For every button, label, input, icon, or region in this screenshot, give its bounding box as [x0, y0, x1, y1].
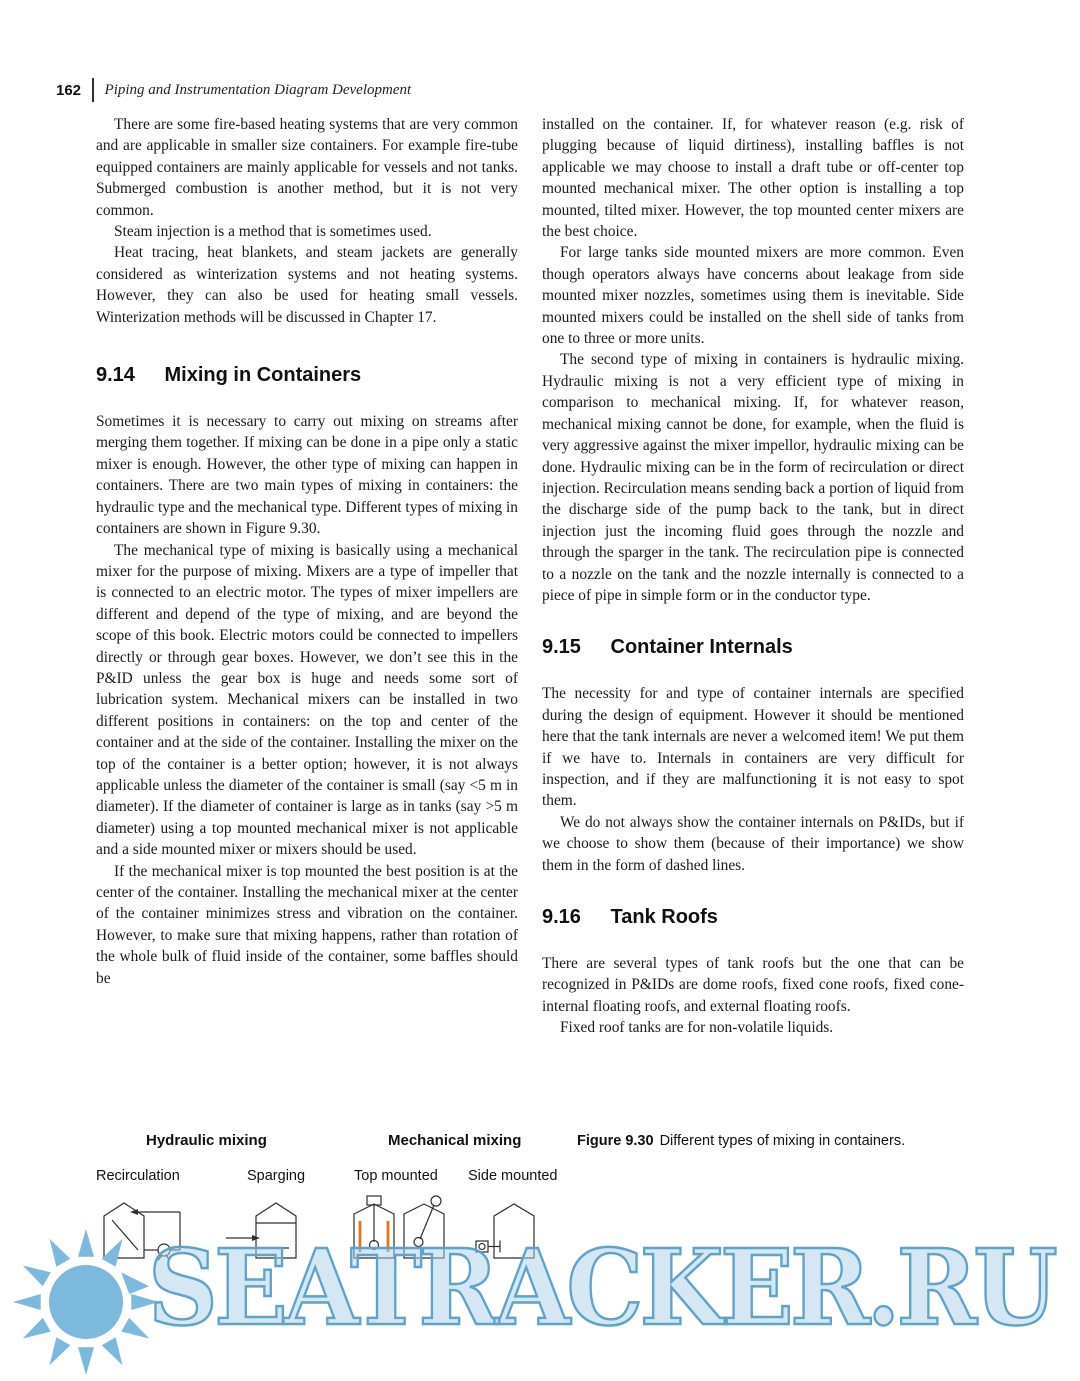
header-divider	[92, 78, 94, 102]
paragraph: There are some fire-based heating systems that are very common and are applicable in smaller size containers. For example fire-tube equipped containers are mainly applicable for vessels and not tanks. Submerged combustion is another method, but it is not very common.	[96, 116, 518, 219]
figure-caption-text: Different types of mixing in containers.	[659, 1133, 906, 1149]
left-column	[96, 114, 518, 1039]
text-columns	[96, 114, 964, 1039]
paragraph: Steam injection is a method that is sometimes used.	[114, 223, 432, 241]
section-number: 9.14	[96, 364, 135, 387]
running-title: Piping and Instrumentation Diagram Development	[104, 81, 412, 98]
section-number: 9.16	[542, 906, 581, 928]
figure-caption-label: Figure 9.30	[577, 1133, 654, 1149]
page-header	[56, 78, 411, 102]
paragraph: Sometimes it is necessary to carry out mixing on streams after merging them together. If mixing can be done in a pipe only a static mixer is enough. However, the other type of mixing can happen in containers. There are two main types of mixing in containers: the hydraulic type and the mechanical type. Different types of mixing in containers are shown in Figure 9.30.	[96, 413, 518, 538]
section-heading-9-15	[542, 636, 964, 659]
paragraph: Fixed roof tanks are for non-volatile liquids.	[560, 1019, 834, 1037]
figure-group-label-hydraulic: Hydraulic mixing	[146, 1132, 267, 1149]
paragraph: We do not always show the container internals on P&IDs, but if we choose to show them (because of their importance) we show them in the form of dashed lines.	[542, 813, 964, 874]
paragraph: The second type of mixing in containers is hydraulic mixing. Hydraulic mixing is not a very efficient type of mixing in comparison to mechanical mixing. If, for whatever reason, mechanical mixing cannot be done, for example, when the fluid is very aggressive against the mixer impellor, hydraulic mixing can be done. Hydraulic mixing can be in the form of recirculation or direct injection. Recirculation means sending back a portion of liquid from the discharge side of the pump back to the tank, but in direct injection just the incoming fluid goes through the nozzle and through the sparger in the tank. The recirculation pipe is connected to a nozzle on the tank and the nozzle internally is connected to a piece of pipe in simple form or in the conductor type.	[542, 351, 964, 604]
section-title: Tank Roofs	[610, 906, 718, 928]
section-number: 9.15	[542, 636, 581, 659]
figure-item-label-top-mounted: Top mounted	[354, 1168, 438, 1184]
paragraph: The mechanical type of mixing is basically using a mechanical mixer for the purpose of mixing. Mixers are a type of impeller that is connected to an electric motor. The types of mixer impellers are different and depend of the type of mixing, and are beyond the scope of this book. Electric motors could be connected to impellers directly or through gear boxes. However, we don’t see this in the P&ID unless the gear box is huge and needs some sort of lubrication system. Mechanical mixers can be installed in two different positions in containers: on the top and center of the container and at the side of the container. Installing the mixer on the top of the container is a better option; however, it is not always applicable unless the diameter of the container is small (say <5 m in diameter). If the diameter of container is large as in tanks (say >5 m diameter) using a top mounted mechanical mixer is not applicable and a side mounted mixer or mixers should be used.	[96, 541, 518, 859]
page-number: 162	[56, 81, 82, 99]
paragraph: Heat tracing, heat blankets, and steam jackets are generally considered as winterization systems and not heating systems. However, they can also be used for heating small vessels. Winterization methods will be discussed in Chapter 17.	[96, 244, 518, 326]
section-heading-9-14	[96, 364, 518, 387]
figure-group-label-mechanical: Mechanical mixing	[388, 1132, 522, 1149]
section-title: Container Internals	[610, 636, 793, 659]
sun-logo-icon	[8, 1224, 164, 1380]
right-column	[542, 114, 964, 1039]
paragraph: For large tanks side mounted mixers are more common. Even though operators always have concerns about leakage from side mounted mixer nozzles, sometimes using them is inevitable. Side mounted mixers could be installed on the shell side of tanks from one to three or more units.	[542, 244, 964, 348]
figure-item-label-side-mounted: Side mounted	[468, 1168, 558, 1184]
figure-item-label-recirculation: Recirculation	[96, 1168, 180, 1184]
paragraph: There are several types of tank roofs but the one that can be recognized in P&IDs are dome roofs, fixed cone roofs, fixed cone-internal floating roofs, and external floating roofs.	[542, 955, 964, 1015]
figure-item-label-sparging: Sparging	[247, 1168, 306, 1184]
paragraph: installed on the container. If, for whatever reason (e.g. risk of plugging because of liquid dirtiness), installing baffles is not applicable we may choose to install a draft tube or off-center top mounted mechanical mixer. The other option is installing a top mounted, tilted mixer. However, the top mounted center mixers are the best choice.	[542, 116, 964, 241]
paragraph: The necessity for and type of container internals are specified during the design of equipment. However it should be mentioned here that the tank internals are never a welcomed item! We put them if we have to. Internals in containers are very difficult for inspection, and if they are malfunctioning it is not easy to spot them.	[542, 685, 964, 810]
paragraph: If the mechanical mixer is top mounted the best position is at the center of the container. Installing the mechanical mixer at the center of the container minimizes stress and vibration on the container. However, to make sure that mixing happens, rather than rotation of the whole bulk of fluid inside of the container, some baffles should be	[96, 862, 518, 987]
figure-caption	[577, 1133, 962, 1149]
watermark	[0, 1222, 1080, 1381]
section-heading-9-16	[542, 906, 964, 929]
watermark-text: SEATRACKER.RU	[148, 1226, 1054, 1349]
section-title: Mixing in Containers	[164, 364, 362, 387]
